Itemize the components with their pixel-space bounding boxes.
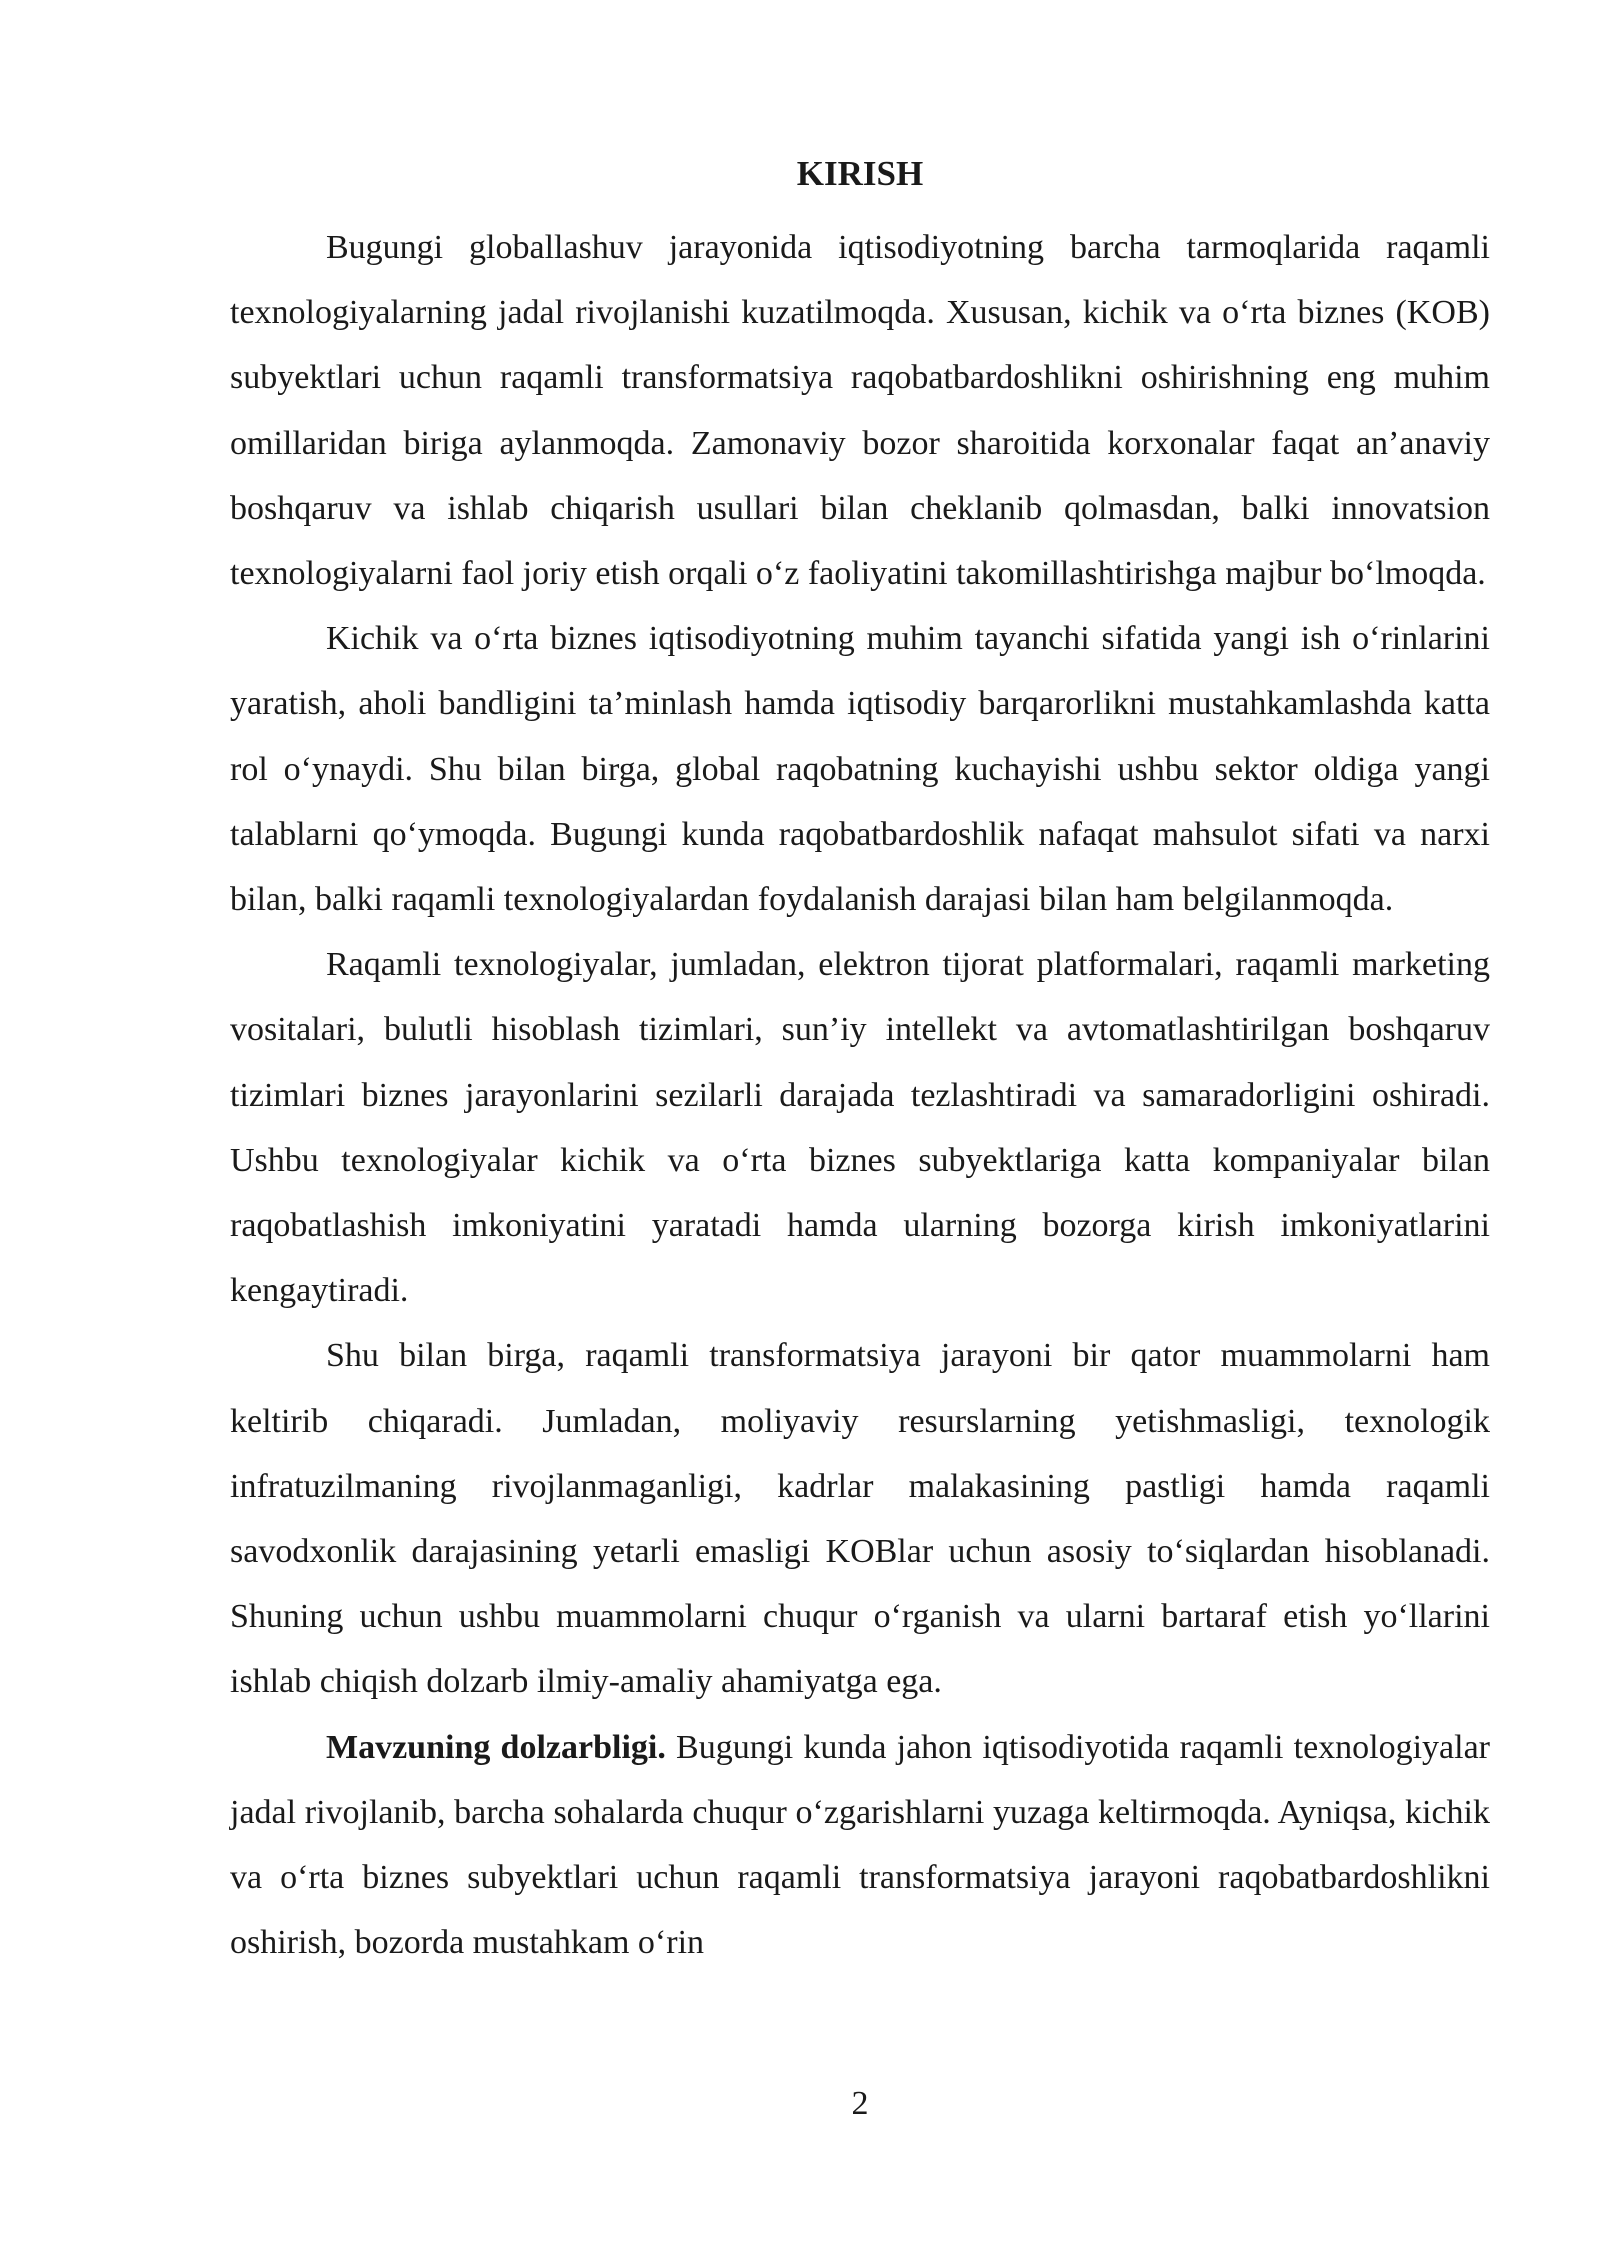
relevance-lead-in: Mavzuning dolzarbligi. [326,1728,666,1766]
document-body [230,150,1490,1975]
paragraph-3 [230,932,1490,1323]
paragraph-2-text: Kichik va o‘rta biznes iqtisodiyotning muhim tayanchi sifatida yangi ish o‘rinlarini yaratish, aholi bandligini ta’minlash hamda iqtisodiy barqarorlikni mustahkamlashda katta rol o‘ynaydi. Shu bilan birga, global raqobatning kuchayishi ushbu sektor oldiga yangi talablarni qo‘ymoqda. Bugungi kunda raqobatbardoshlik nafaqat mahsulot sifati va narxi bilan, balki raqamli texnologiyalardan foydalanish darajasi bilan ham belgilanmoqda. [230,620,1490,919]
paragraph-2 [230,606,1490,932]
page-number: 2 [851,2085,869,2122]
paragraph-5-text: Bugungi kunda jahon iqtisodiyotida raqamli texnologiyalar jadal rivojlanib, barcha sohalarda chuqur o‘zgarishlarni yuzaga keltirmoqda. Ayniqsa, kichik va o‘rta biznes subyektlari uchun raqamli transformatsiya jarayoni raqobatbardoshlikni oshirish, bozorda mustahkam o‘rin [230,1728,1490,1962]
paragraph-3-text: Raqamli texnologiyalar, jumladan, elektron tijorat platformalari, raqamli marketing vositalari, bulutli hisoblash tizimlari, sun’iy intellekt va avtomatlashtirilgan boshqaruv tizimlari biznes jarayonlarini sezilarli darajada tezlashtiradi va samaradorligini oshiradi. Ushbu texnologiyalar kichik va o‘rta biznes subyektlariga katta kompaniyalar bilan raqobatlashish imkoniyatini yaratadi hamda ularning bozorga kirish imkoniyatlarini kengaytiradi. [230,946,1490,1310]
paragraph-1 [230,215,1490,606]
paragraph-4 [230,1323,1490,1714]
paragraph-4-text: Shu bilan birga, raqamli transformatsiya jarayoni bir qator muammolarni ham keltirib chiqaradi. Jumladan, moliyaviy resurslarning yetishmasligi, texnologik infratuzilmaning rivojlanmaganligi, kadrlar malakasining pastligi hamda raqamli savodxonlik darajasining yetarli emasligi KOBlar uchun asosiy to‘siqlardan hisoblanadi. Shuning uchun ushbu muammolarni chuqur o‘rganish va ularni bartaraf etish yo‘llarini ishlab chiqish dolzarb ilmiy-amaliy ahamiyatga ega. [230,1337,1490,1701]
paragraph-1-text: Bugungi globallashuv jarayonida iqtisodiyotning barcha tarmoqlarida raqamli texnologiyalarning jadal rivojlanishi kuzatilmoqda. Xususan, kichik va o‘rta biznes (KOB) subyektlari uchun raqamli transformatsiya raqobatbardoshlikni oshirishning eng muhim omillaridan biriga aylanmoqda. Zamonaviy bozor sharoitida korxonalar faqat an’anaviy boshqaruv va ishlab chiqarish usullari bilan cheklanib qolmasdan, balki innovatsion texnologiyalarni faol joriy etish orqali o‘z faoliyatini takomillashtirishga majbur bo‘lmoqda. [230,229,1490,593]
paragraph-5 [230,1715,1490,1976]
section-heading: KIRISH [796,154,924,193]
